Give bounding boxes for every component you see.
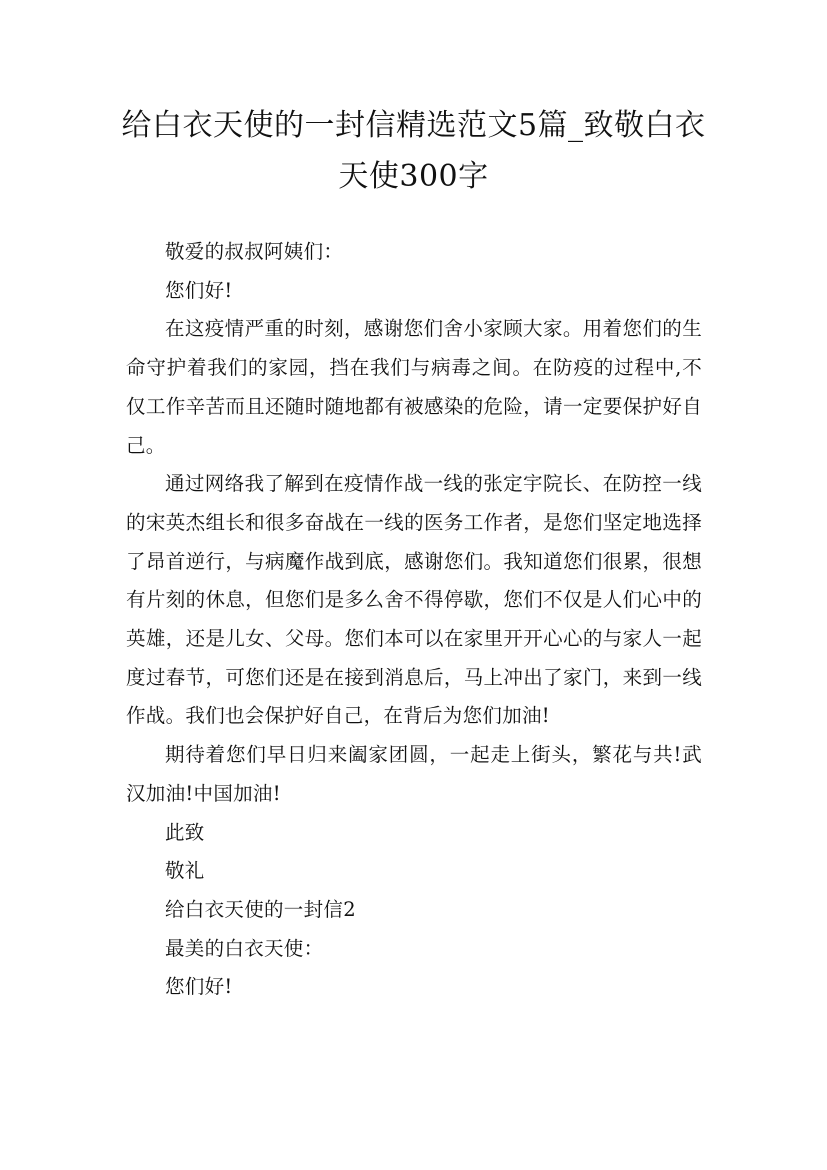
salutation: 最美的白衣天使： — [165, 936, 324, 960]
greeting: 您们好! — [165, 278, 233, 302]
document-title: 给白衣天使的一封信精选范文5篇_致敬白衣天使300字 — [121, 108, 706, 194]
closing-line: 敬礼 — [165, 859, 205, 883]
document-body — [126, 233, 702, 1007]
body-paragraph: 在这疫情严重的时刻，感谢您们舍小家顾大家。用着您们的生命守护着我们的家园，挡在我们与病毒之间。在防疫的过程中,不仅工作辛苦而且还随时随地都有被感染的危险，请一定要保护好自己。 — [126, 317, 702, 457]
body-paragraph: 通过网络我了解到在疫情作战一线的张定宇院长、在防控一线的宋英杰组长和很多奋战在一线的医务工作者，是您们坚定地选择了昂首逆行，与病魔作战到底，感谢您们。我知道您们很累，很想有片刻的休息，但您们是多么舍不得停歇，您们不仅是人们心中的英雄，还是儿女、父母。您们本可以在家里开开心心的与家人一起度过春节，可您们还是在接到消息后，马上冲出了家门，来到一线作战。我们也会保护好自己，在背后为您们加油! — [126, 472, 702, 728]
closing-line: 此致 — [165, 820, 205, 844]
body-paragraph: 期待着您们早日归来阖家团圆，一起走上街头，繁花与共!武汉加油!中国加油! — [126, 743, 702, 805]
section-heading: 给白衣天使的一封信2 — [165, 897, 356, 921]
greeting: 您们好! — [165, 975, 233, 999]
salutation: 敬爱的叔叔阿姨们： — [165, 240, 344, 263]
